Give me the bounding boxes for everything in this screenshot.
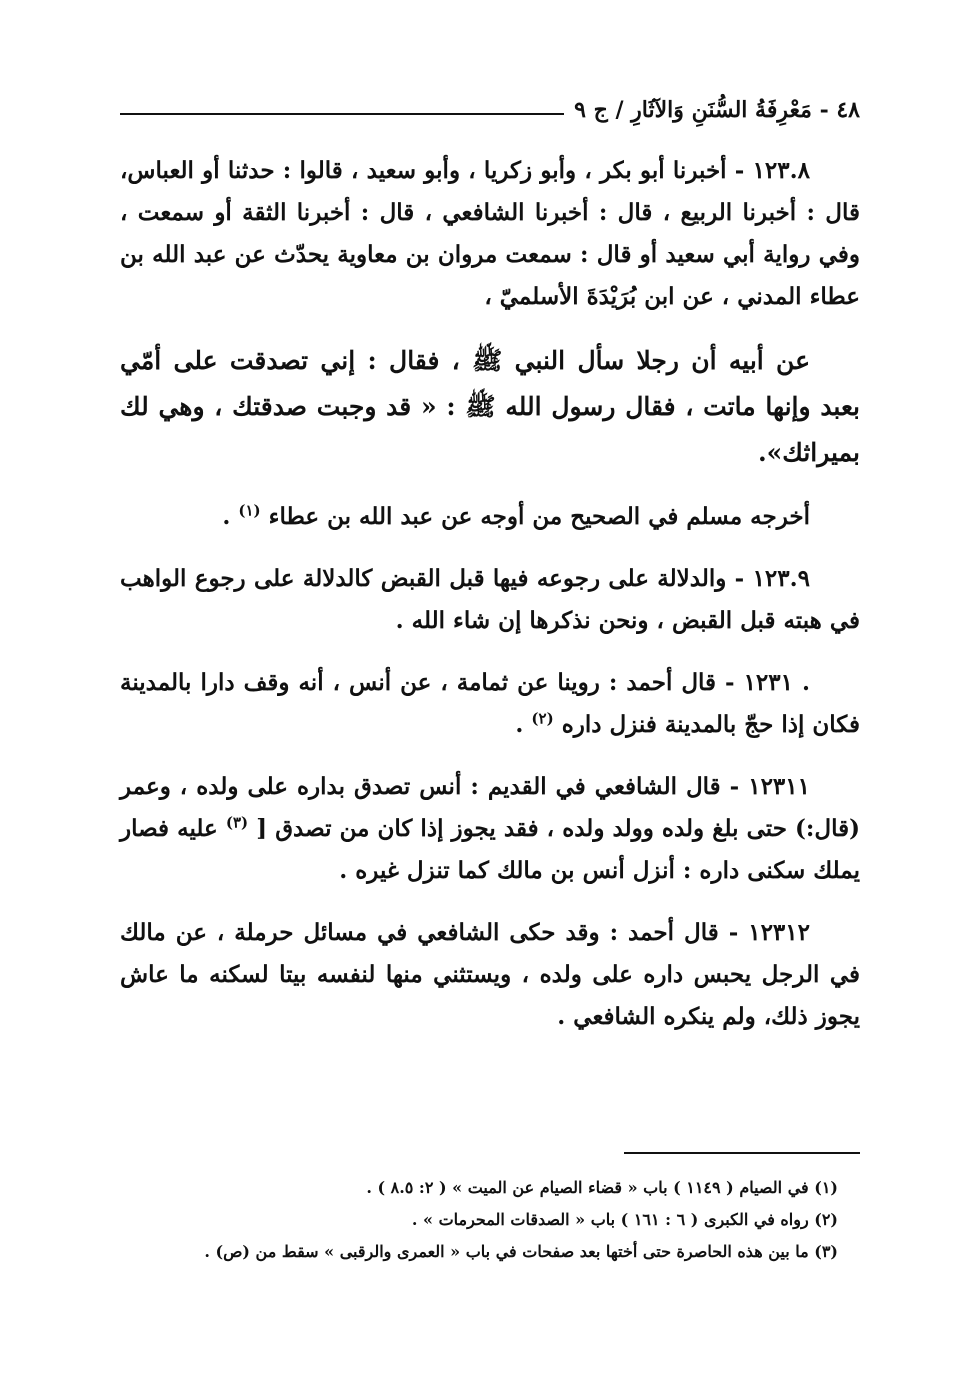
footnote-ref-3[interactable]: (٣) xyxy=(225,813,249,832)
footnote-rule xyxy=(624,1152,860,1154)
paragraph-1231: . ١٢٣١ - قال أحمد : روينا عن ثمامة ، عن أنس ، أنه وقف دارا بالمدينة فكان إذا حجّ بالمدينة فنزل داره $^{(٢)}$ . xyxy=(120,669,860,738)
footnote-ref-2[interactable]: (٢) xyxy=(531,709,554,728)
footnote-3: (٣) ما بين هذه الحاصرة حتى أختها بعد صفحات في باب « العمرى والرقبى » سقط من (ص) . xyxy=(204,1242,838,1261)
footnote-ref-1[interactable]: (١) xyxy=(238,501,261,520)
header-title: ٤٨ - مَعْرِفَةُ السُّنَنِ وَالآثَارِ / ج ٩ xyxy=(574,97,860,123)
paragraph-takhrij: أخرجه مسلم في الصحيح من أوجه عن عبد الله بن عطاء $^{(١)}$ . xyxy=(222,501,810,530)
paragraph-hadith: عن أبيه أن رجلا سأل النبي ﷺ ، فقال : إني تصدقت على أمّي بعبد وإنها ماتت ، فقال رسول الله ﷺ : « قد وجبت صدقتك ، وهي لك بميراثك». xyxy=(120,346,860,467)
header-rule xyxy=(120,113,564,115)
paragraph-12308: ١٢٣.٨ - أخبرنا أبو بكر ، وأبو زكريا ، وأبو سعيد ، قالوا : حدثنا أو العباس، قال : أخبرنا الربيع ، قال : أخبرنا الشافعي ، قال : أخبرنا الثقة أو سمعت ، وفي رواية أبي سعيد أو قال : سمعت مروان بن معاوية يحدّث عن عبد الله بن عطاء المدني ، عن ابن بُرَيْدَةَ الأسلميّ ، xyxy=(120,157,860,310)
footnotes xyxy=(120,1152,860,1268)
footnote-2: (٢) رواه في الكبرى ( ٦ : ١٦١ ) باب « الصدقات المحرمات » . xyxy=(411,1210,838,1229)
running-header xyxy=(120,92,860,128)
footnote-1: (١) في الصيام ( ١١٤٩ ) باب « قضاء الصيام عن الميت » ( ٢: ٨.٥ ) . xyxy=(366,1178,838,1197)
paragraph-12311: ١٢٣١١ - قال الشافعي في القديم : أنس تصدق بداره على ولده ، وعمر (قال:) حتى بلغ ولده وولد ولده ، فقد يجوز إذا كان من تصدق [ $^{(٣)}$ عليه فصار يملك سكنى داره : أنزل أنس بن مالك كما تنزل غيره . xyxy=(120,773,860,884)
paragraph-12309: ١٢٣.٩ - والدلالة على رجوعه فيها قبل القبض كالدلالة على رجوع الواهب في هبته قبل القبض ، ونحن نذكرها إن شاء الله . xyxy=(120,565,860,634)
paragraph-12312: ١٢٣١٢ - قال أحمد : وقد حكى الشافعي في مسائل حرملة ، عن مالك في الرجل يحبس داره على ولده ، ويستثني منها لنفسه بيتا لسكنه ما عاش يجوز ذلك، ولم ينكره الشافعي . xyxy=(120,919,860,1030)
main-text xyxy=(120,150,860,1058)
